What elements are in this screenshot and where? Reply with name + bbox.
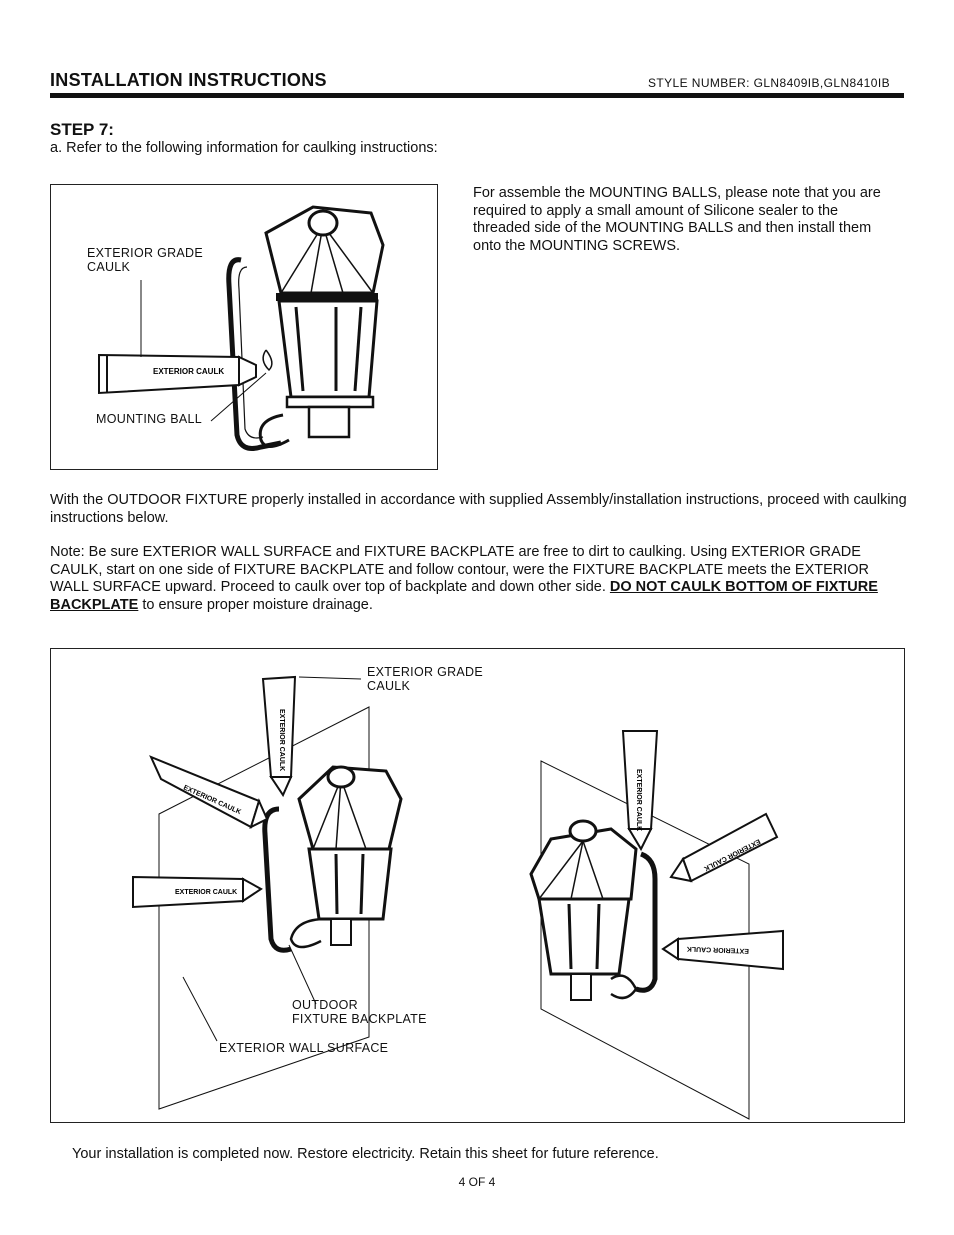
warning-text: DO NOT CAULK BOTTOM OF FIXTURE BACKPLATE <box>50 579 878 613</box>
installation-paragraph: With the OUTDOOR FIXTURE properly installed in accordance with supplied Assembly/installation instructions, proceed with caulking instructions below. <box>50 492 907 526</box>
caulk-tube-label: EXTERIOR CAULK <box>153 367 225 376</box>
caulk-tube-label: EXTERIOR CAULK <box>278 709 285 772</box>
caulk-tube-label: EXTERIOR CAULK <box>182 784 242 817</box>
lantern-detail-illustration <box>51 185 437 469</box>
caulk-tube-label: EXTERIOR CAULK <box>175 889 238 896</box>
page-number: 4 OF 4 <box>458 1175 496 1189</box>
caulk-tube-label: EXTERIOR CAULK <box>686 944 750 954</box>
note-paragraph <box>50 544 910 614</box>
header-rule <box>50 93 904 98</box>
mounting-ball-note: For assemble the MOUNTING BALLS, please note that you are required to apply a small amount of Silicone sealer to the threaded side of the MOUNTING BALLS and then install them onto the MOUNTING SCREWS. <box>473 185 881 254</box>
step-title: STEP 7: <box>50 120 114 139</box>
step-instruction: a. Refer to the following information for caulking instructions: <box>50 140 438 156</box>
caulk-tube-label: EXTERIOR CAULK <box>702 837 762 872</box>
label-exterior-wall-surface: EXTERIOR WALL SURFACE <box>219 1041 389 1055</box>
note-text: Note: Be sure EXTERIOR WALL SURFACE and FIXTURE BACKPLATE are free to dirt to caulking. Using EXTERIOR GRADE CAULK, start on one side of FIXTURE BACKPLATE and follow contour, were the FIXTURE BACKPLATE meets the EXTERIOR WALL SURFACE upward. Proceed to caulk over top of backplate and down other side. <box>50 544 870 595</box>
figure-caulk-detail <box>50 184 438 470</box>
figure-caulk-application <box>50 648 905 1123</box>
label-exterior-grade-caulk: EXTERIOR GRADE CAULK <box>87 246 204 274</box>
label-fixture-backplate: OUTDOOR FIXTURE BACKPLATE <box>292 998 427 1026</box>
style-number: STYLE NUMBER: GLN8409IB,GLN8410IB <box>648 76 890 90</box>
note-text-end: to ensure proper moisture drainage. <box>138 596 373 613</box>
caulking-illustration <box>51 649 904 1122</box>
label-mounting-ball: MOUNTING BALL <box>96 412 202 426</box>
label-exterior-grade-caulk-2: EXTERIOR GRADE CAULK <box>367 665 484 693</box>
page-title: INSTALLATION INSTRUCTIONS <box>50 70 327 90</box>
completion-note: Your installation is completed now. Restore electricity. Retain this sheet for future reference. <box>72 1146 659 1162</box>
caulk-tube-label: EXTERIOR CAULK <box>635 769 642 832</box>
